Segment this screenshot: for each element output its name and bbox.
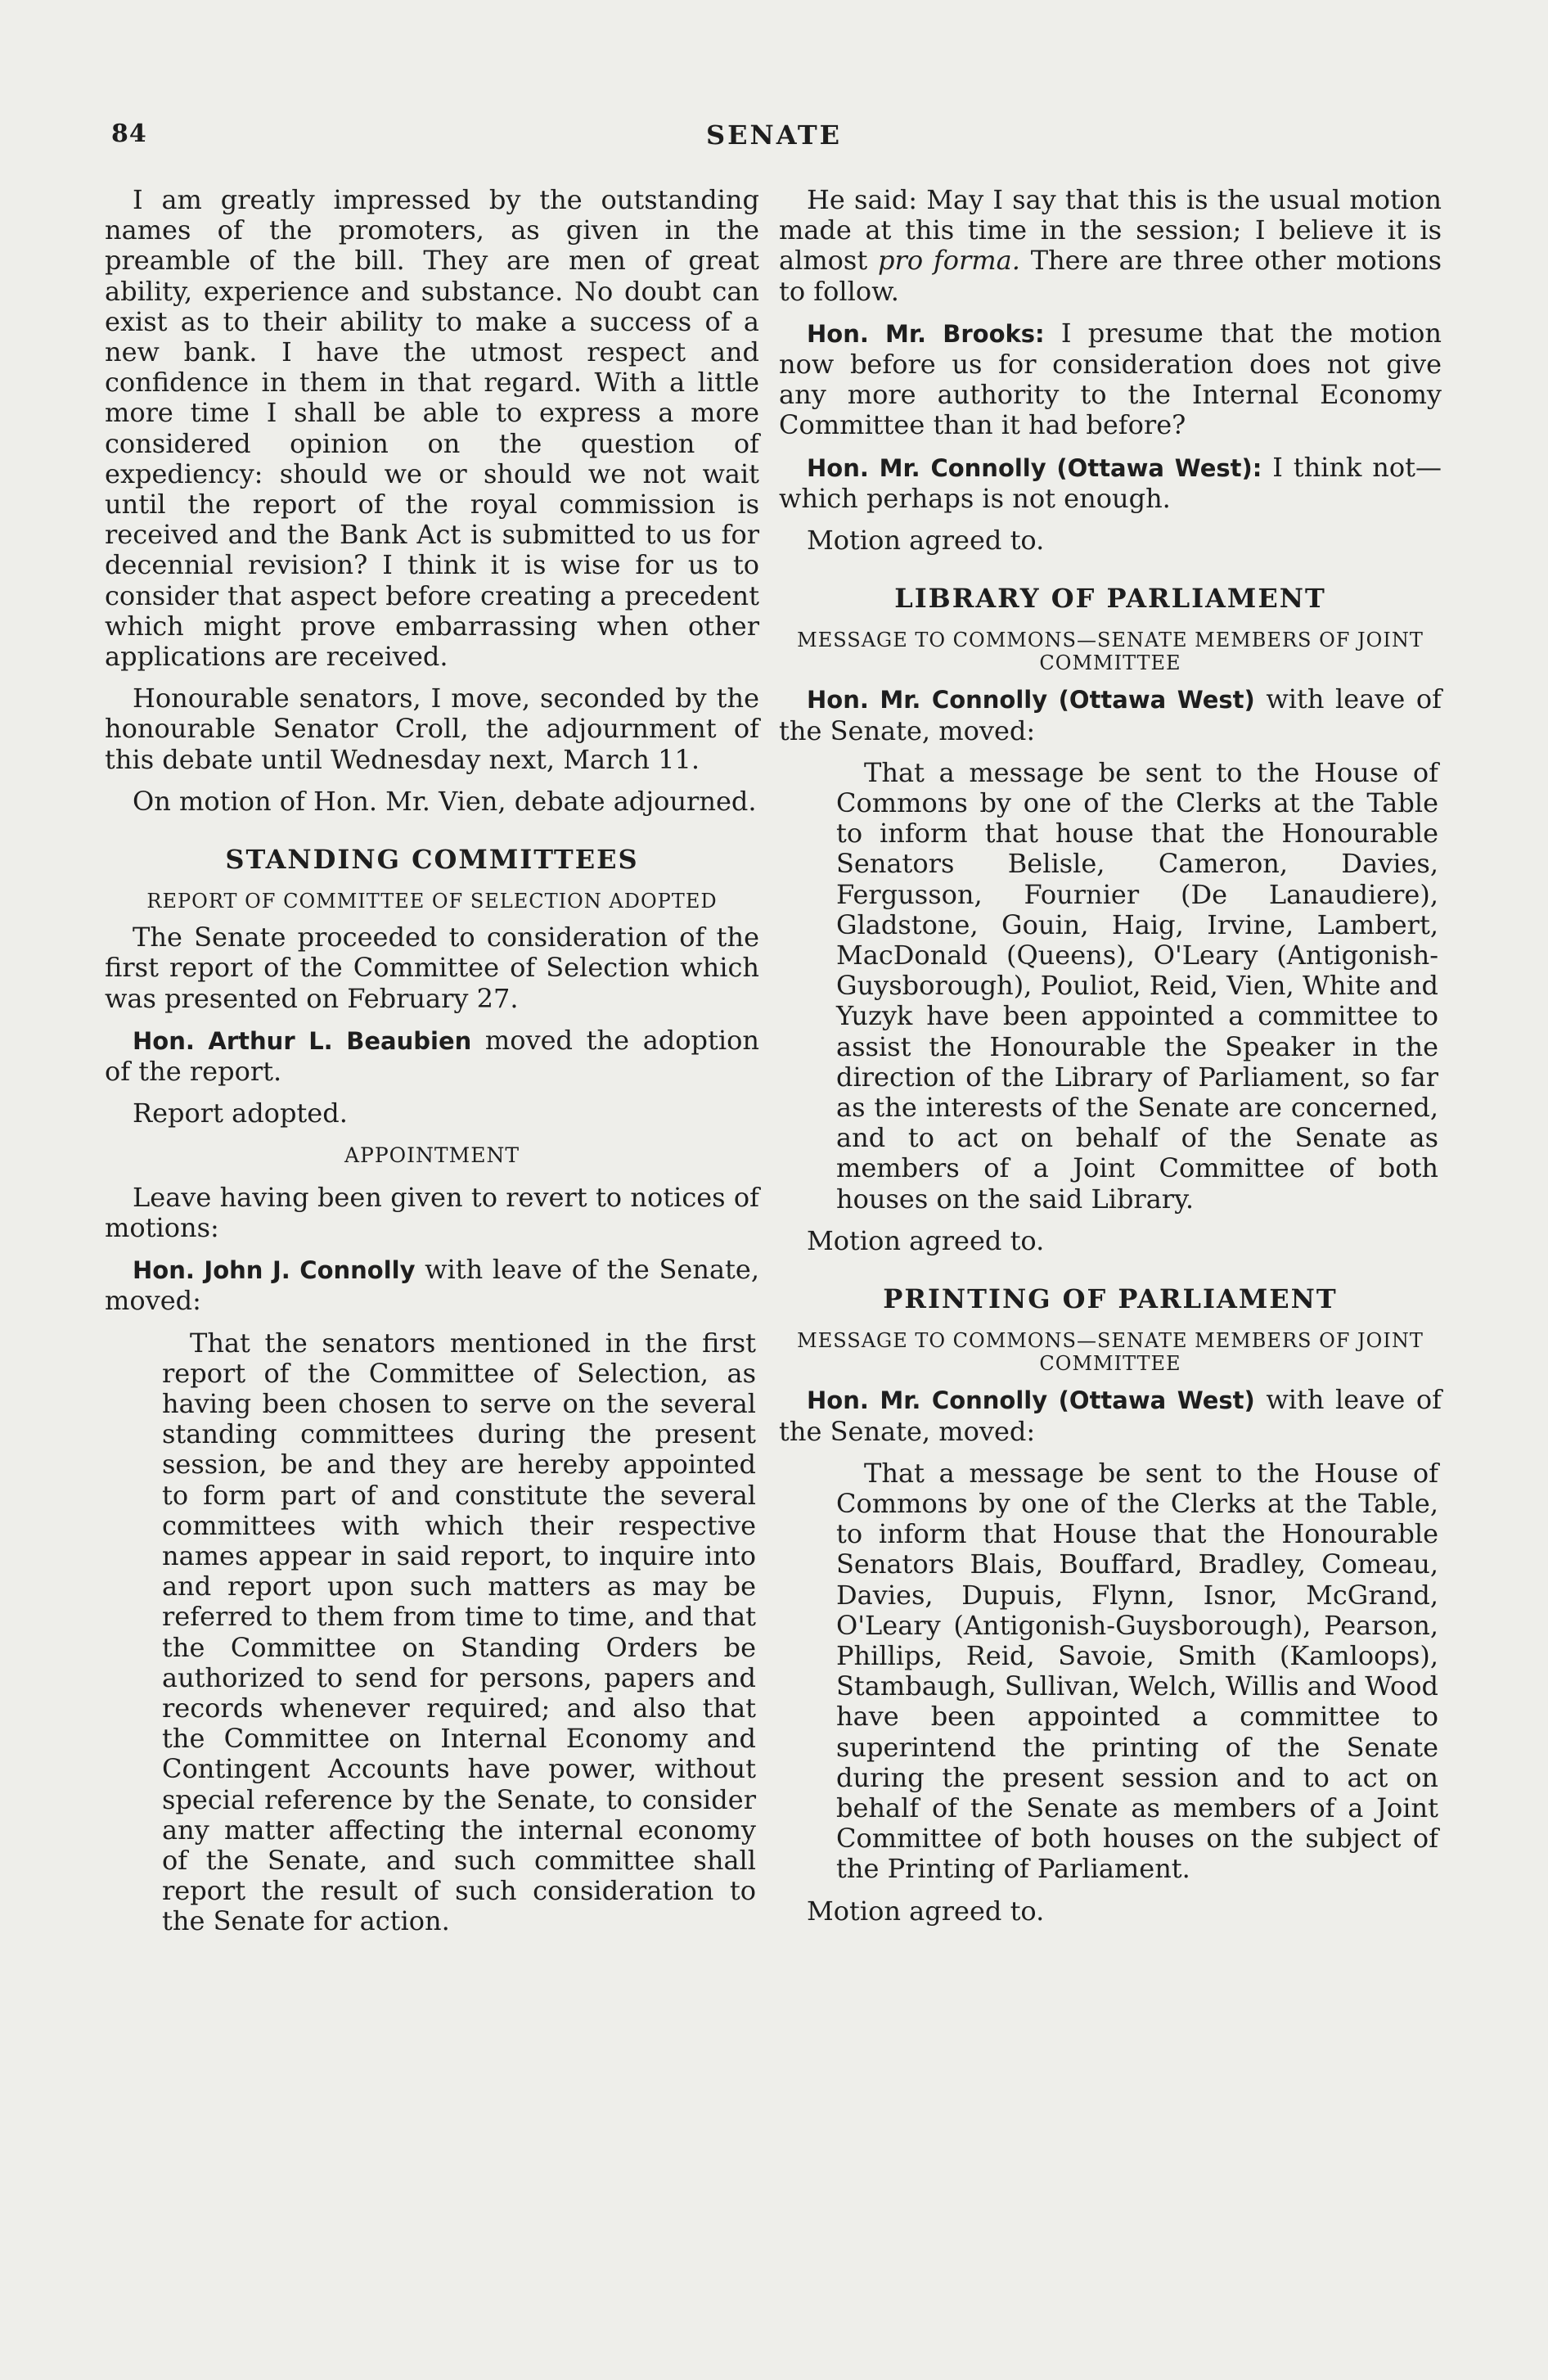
subheading: MESSAGE TO COMMONS—SENATE MEMBERS OF JOINT COMMITTEE	[797, 1329, 1424, 1376]
paragraph-text: I presume that the motion now before us for consideration does not give any more authority to the Internal Economy Committee than it had before?	[779, 317, 1442, 441]
paragraph	[105, 1255, 759, 1316]
subheading: MESSAGE TO COMMONS—SENATE MEMBERS OF JOINT COMMITTEE	[797, 629, 1424, 675]
speaker-name: Hon. Mr. Connolly (Ottawa West):	[807, 453, 1262, 482]
paragraph	[779, 1385, 1442, 1446]
motion-text: That a message be sent to the House of Commons by one of the Clerks at the Table, to inform that House that the Honourable Senators Blais, Bouffard, Bradley, Comeau, Davies, Dupuis, Flynn, Isnor, McGrand, O'Leary (Antigonish-Guysborough), Pearson, Phillips, Reid, Savoie, Smith (Kamloops), Stambaugh, Sullivan, Welch, Willis and Wood have been appointed a committee to superintend the printing of the Senate during the present session and to act on behalf of the Senate as members of a Joint Committee of both houses on the subject of the Printing of Parliament.	[836, 1457, 1438, 1885]
paragraph-text: with leave of the Senate, moved:	[779, 683, 1442, 746]
paragraph-text: with leave of the Senate, moved:	[105, 1254, 760, 1317]
paragraph: Honourable senators, I move, seconded by the honourable Senator Croll, the adjournment of this debate until Wednesday next, March 11.	[105, 683, 759, 775]
section-heading: STANDING COMMITTEES	[225, 844, 639, 876]
paragraph	[779, 185, 1442, 307]
subheading: REPORT OF COMMITTEE OF SELECTION ADOPTED	[146, 890, 718, 913]
speaker-name: Hon. Arthur L. Beaubien	[133, 1026, 472, 1055]
motion-text: That a message be sent to the House of Commons by one of the Clerks at the Table to inform that house that the Honourable Senators Belisle, Cameron, Davies, Fergusson, Fournier (De Lanaudiere), Gladstone, Gouin, Haig, Irvine, Lambert, MacDonald (Queens), O'Leary (Antigonish-Guysborough), Pouliot, Reid, Vien, White and Yuzyk have been appointed a committee to assist the Honourable the Speaker in the direction of the Library of Parliament, so far as the interests of the Senate are concerned, and to act on behalf of the Senate as members of a Joint Committee of both houses on the said Library.	[836, 756, 1438, 1215]
paragraph: Motion agreed to.	[807, 1224, 1045, 1256]
paragraph: Leave having been given to revert to notices of motions:	[105, 1181, 759, 1243]
paragraph	[779, 453, 1442, 514]
section-heading: LIBRARY OF PARLIAMENT	[894, 583, 1326, 615]
right-column	[779, 185, 1442, 1938]
speaker-name: Hon. John J. Connolly	[133, 1256, 416, 1285]
paragraph: Motion agreed to.	[807, 525, 1045, 557]
paragraph-text: I think not—which perhaps is not enough.	[779, 451, 1442, 514]
speaker-name: Hon. Mr. Brooks:	[807, 319, 1045, 348]
paragraph: Report adopted.	[133, 1098, 348, 1129]
paragraph-text: There are three other motions to follow.	[779, 245, 1442, 307]
running-head: SENATE	[705, 119, 843, 151]
left-column	[105, 185, 759, 1949]
subheading: APPOINTMENT	[344, 1143, 520, 1168]
paragraph: I am greatly impressed by the outstanding names of the promoters, as given in the preamble of the bill. They are men of great ability, experience and substance. No doubt can exist as to their ability to make a success of a new bank. I have the utmost respect and confidence in them in that regard. With a little more time I shall be able to express a more considered opinion on the question of expediency: should we or should we not wait until the report of the royal commission is received and the Bank Act is submitted to us for decennial revision? I think it is wise for us to consider that aspect before creating a precedent which might prove embarrassing when other applications are received.	[105, 184, 759, 673]
motion-text: That the senators mentioned in the first report of the Committee of Selection, as having been chosen to serve on the several standing committees during the present session, be and they are hereby appointed to form part of and constitute the several committees with which their respective names appear in said report, to inquire into and report upon such matters as may be referred to them from time to time, and that the Committee on Standing Orders be authorized to send for persons, papers and records whenever required; and also that the Committee on Internal Economy and Contingent Accounts have power, without special reference by the Senate, to consider any matter affecting the internal economy of the Senate, and such committee shall report the result of such consideration to the Senate for action.	[162, 1327, 756, 1937]
italic-text: pro forma.	[878, 245, 1020, 277]
paragraph-text: with leave of the Senate, moved:	[779, 1384, 1442, 1447]
speaker-name: Hon. Mr. Connolly (Ottawa West)	[807, 1386, 1255, 1415]
paragraph	[779, 684, 1442, 746]
paragraph	[779, 318, 1442, 441]
speaker-name: Hon. Mr. Connolly (Ottawa West)	[807, 686, 1255, 714]
section-heading: PRINTING OF PARLIAMENT	[883, 1283, 1338, 1315]
paragraph-text: moved the adoption of the report.	[105, 1024, 759, 1088]
paragraph: On motion of Hon. Mr. Vien, debate adjourned.	[133, 785, 757, 817]
paragraph-text: He said: May I say that this is the usual motion made at this time in the session; I believe it is almost	[779, 184, 1442, 277]
paragraph: The Senate proceeded to consideration of the first report of the Committee of Selection which was presented on February 27.	[105, 922, 759, 1014]
paragraph	[105, 1025, 759, 1087]
page-number: 84	[111, 119, 147, 148]
paragraph: Motion agreed to.	[807, 1895, 1045, 1927]
